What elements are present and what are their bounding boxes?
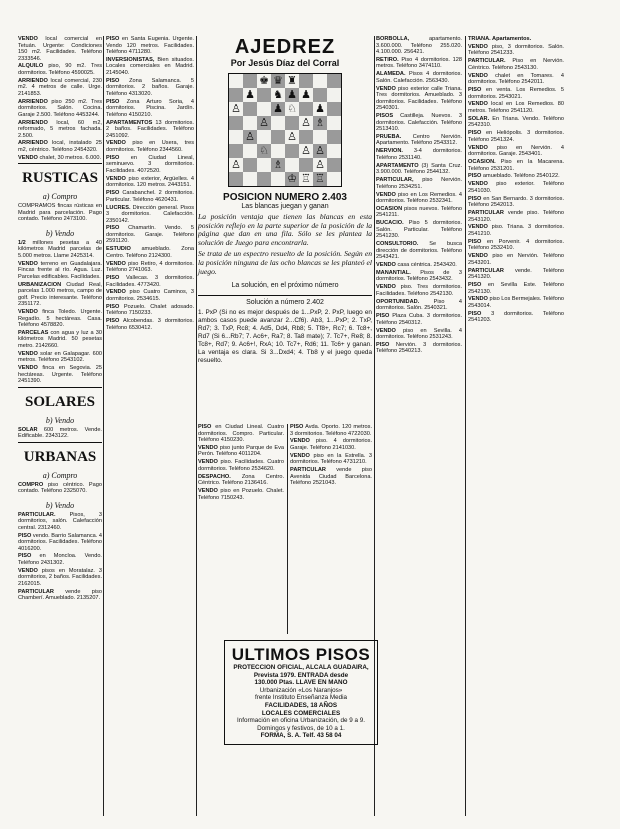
chess-square [313,88,327,102]
classified-ad: LUCRES. Dirección general. Pisos 3 dormitorios. Calefacción. 2350142. [106,204,194,224]
classified-ad: VENDO piso en Usera, tres dormitorios. Teléfono 2344560. [106,140,194,153]
classified-ad: PISO Zona Arturo Soria, 4 dormitorios. Piscina. Jardín. Teléfono 4150210. [106,98,194,118]
classifieds-list [198,424,284,501]
chess-piece: ♞ [273,88,283,101]
classifieds-lower-right [290,424,372,488]
section-heading-urbanas: URBANAS [23,448,97,465]
classified-ad: VENDO pisos en Moratalaz. 3 dormitorios, 2 baños. Facilidades. 2162015. [18,567,102,587]
chess-square [313,74,327,88]
classified-ad: PISO Pozuelo. Chalet adosado. Teléfono 7150233. [106,303,194,317]
chess-square [327,102,341,116]
turn-label: Las blancas juegan y ganan [241,203,329,210]
ad-line: LOCALES COMERCIALES [261,709,341,717]
classified-ad: PISO Nervión. 3 dormitorios. Teléfono 2540213. [376,341,462,355]
ad-line: FORMA, S. A. Telf. 43 58 04 [260,732,342,740]
subheading-compro: a) Compro [42,470,78,480]
chess-author: Por Jesús Díaz del Corral [230,58,340,68]
classified-ad: VENDO piso en Nervión. Teléfono 2543201. [468,253,564,266]
position-label: POSICION NUMERO 2.403 [223,192,347,203]
chess-piece: ♟ [287,88,297,101]
chess-board [228,73,342,187]
classified-ad: VENDO piso exterior. Teléfono 2541030. [468,181,564,194]
classifieds-list [18,427,102,440]
classified-ad: URBANIZACION Ciudad Real, parcelas 1.000 metros, campo de golf. Precio interesante. Teléfono 2351172. [18,281,102,308]
classified-ad: DESPACHO. Zona Centro. Céntrico. Teléfono 2136416. [198,473,284,487]
classified-ad: VENDO casa céntrica. 2543420. [376,262,457,269]
chess-piece: ♙ [315,158,325,171]
classified-ad: VENDO chalet en Tomares. 4 dormitorios. Teléfono 2542011. [468,72,564,86]
classified-ad: COMPRAMOS fincas rústicas en Madrid para parcelación. Pago contado. Teléfono 2473100. [18,203,102,223]
chess-square [299,158,313,172]
classified-ad: PARTICULAR. Piso en Nervión. Céntrico. Teléfono 2543130. [468,58,564,71]
classified-ad: VENDO piso Cuatro Caminos, 3 dormitorios. 2534615. [106,289,194,302]
classified-ad: APARTAMENTO (3) Santa Cruz. 3.900.000. Teléfono 2544132. [376,162,462,176]
classified-ad: ARRIENDO piso 250 m2. Tres dormitorios. Salón. Cocina. Garaje 2.500. Teléfono 4453244. [18,98,102,118]
subheading-vendo: b) Vendo [45,415,75,425]
section-heading-rusticas: RUSTICAS [22,170,98,187]
chess-intro-2: Se trata de un espectro resuelto de la posición. Según en la posición ninguna de las ocho blancas se les planteó el juego. [198,249,372,276]
classified-ad: PARTICULAR, piso Nervión. Teléfono 2534251. [376,177,462,190]
chess-piece: ♙ [231,102,241,115]
subheading-compro: a) Compro [42,192,78,202]
solution-title: Solución a número 2.402 [246,299,324,307]
chess-square [271,116,285,130]
classified-ad: RETIRO. Piso 4 dormitorios. 128 metros. Teléfono 3474110. [376,56,462,70]
classified-ad: ARRIENDO local comercial, 230 m2. 4 metros de calle. Urge. 2141853. [18,77,102,97]
classified-ad: NERVION. 3-4 dormitorios. Teléfono 2531140. [376,148,462,161]
divider [198,295,372,296]
column-divider [465,36,466,816]
chess-piece: ♙ [231,158,241,171]
classifieds-column-2 [106,36,194,333]
divider [18,442,102,443]
chess-piece: ♙ [259,116,269,129]
column-divider [287,424,288,634]
ultimos-pisos-ad [224,640,378,745]
chess-piece: ♖ [301,172,311,185]
subheading-vendo: b) Vendo [45,500,75,510]
chess-piece: ♟ [273,102,283,115]
chess-square [243,102,257,116]
classified-ad: VENDO piso. Tres dormitorios. Facilidades. Teléfono 2542130. [376,284,462,297]
classified-ad: PISO 3 dormitorios. Teléfono 2541203. [468,310,564,324]
chess-square [271,130,285,144]
chess-square [327,116,341,130]
chess-square [257,88,271,102]
chess-square [229,74,243,88]
classified-ad: OPORTUNIDAD. Piso 4 dormitorios. Salón. 2540321. [376,298,462,312]
classified-ad: PISO en Ciudad Lineal. Cuatro dormitorios. Compro. Particular. Teléfono 4150230. [198,424,284,443]
chess-square [229,88,243,102]
classified-ad: PISO en Porvenir. 4 dormitorios. Teléfono 2532410. [468,238,564,252]
chess-section [198,36,372,365]
classified-ad: PISOS Castilleja. Nuevos. 3 dormitorios. Calefacción. Teléfono 2513410. [376,113,462,133]
classifieds-list [18,482,102,495]
classified-ad: VENDO piso en Nervión. 4 dormitorios. Garaje. 2543401. [468,144,564,158]
ad-line: PROTECCION OFICIAL, ALCALA GUADAIRA, Prevista 1979. ENTRADA desde [233,664,369,679]
chess-piece: ♙ [301,144,311,157]
classified-ad: VENDO piso Los Bermejales. Teléfono 2543014. [468,296,564,309]
chess-square [327,88,341,102]
chess-title: AJEDREZ [234,36,336,58]
classified-ad: OCASION pisos nuevos. Teléfono 2541211. [376,205,462,219]
column-divider [103,36,104,816]
classified-ad: OCASION. Piso en la Macarena. Teléfono 2531201. [468,159,564,172]
classified-ad: COMPRO piso céntrico. Pago contado. Teléfono 2325070. [18,481,102,495]
classified-ad: PISO Chamartín. Vendo. 5 dormitorios. Garaje. Teléfono 2591120. [106,225,194,245]
classified-ad: SOLAR. En Triana. Vendo. Teléfono 2542310. [468,115,564,129]
classified-ad [468,36,564,43]
divider [18,387,102,388]
classified-ad: VENDO finca en Segovia. 25 hectáreas. Urgente. Teléfono 2451390. [18,365,102,385]
chess-square [257,158,271,172]
classified-ad: VENDO solar en Galapagar. 600 metros. Teléfono 2543102. [18,350,102,364]
classified-ad: ALQUILO piso, 90 m2. Tres dormitorios. Teléfono 4590025. [18,63,102,76]
chess-square [257,172,271,186]
classified-ad: VENDO piso. Facilidades. Cuatro dormitorios. Teléfono 2534620. [198,459,284,472]
classified-ad: VENDO piso en Sevilla. 4 dormitorios. Teléfono 2531243. [376,327,462,341]
ad-line: 130.000 Ptas. LLAVE EN MANO [254,679,348,687]
ad-line: Información en oficina Urbanización, de 9 a 9. Domingos y festivos, de 10 a 1. [236,717,366,732]
classified-ad: VENDO piso en Pozuelo. Chalet. Teléfono 7150243. [198,488,284,501]
chess-square [229,144,243,158]
classified-ad: PARTICULAR vende piso Avenida Ciudad Barcelona. Teléfono 2521043. [290,467,372,487]
classified-ad: VENDO finca Toledo. Urgente. Regadío. 5 hectáreas. Casa. Teléfono 4578820. [18,309,102,329]
chess-piece: ♙ [287,130,297,143]
column-heading: TRIANA. Apartamentos. [468,36,532,42]
chess-square [327,172,341,186]
chess-square [299,130,313,144]
classifieds-list [18,240,102,385]
ad-line: frente Instituto Enseñanza Media [254,694,348,702]
chess-piece: ♖ [315,172,325,185]
chess-square [229,130,243,144]
classified-ad: PISO en Santa Eugenia. Urgente. Vendo 120 metros. Facilidades. Teléfono 4711280. [106,36,194,55]
chess-piece: ♟ [245,88,255,101]
chess-square [271,172,285,186]
chess-piece: ♟ [315,102,325,115]
ad-body [228,664,374,740]
classified-ad: SOLAR 600 metros. Vende. Edificable. 2343122. [18,426,102,440]
classified-ad: PISO en Sevilla Este. Teléfono 2542130. [468,282,564,295]
classifieds-column-5 [376,36,462,356]
divider [18,163,102,164]
chess-piece: ♙ [301,116,311,129]
classified-ad: VENDO piso junto Parque de Eva Perón. Teléfono 4011204. [198,444,284,458]
classifieds-list [376,36,462,355]
classifieds-list [468,44,564,324]
classified-ad: INVERSIONISTAS, Bien situados. Locales comerciales en Madrid. 2145040. [106,56,194,76]
classified-ad: PARTICULAR. Pisos, 3 dormitorios, salón. Calefacción central. 2312460. [18,511,102,531]
classifieds-list [18,512,102,602]
classified-ad: VENDO terreno en Guadalajara. Fincas frente al río. Agua. Luz. Parcelas edificables. Facilidades. [18,260,102,280]
solution-text: 1. PxP (Si no es mejor después de 1...PxP, 2. PxP, luego en ambos casos puede avanzar 2...Cf6). Ab3, 1...PxP; 2. TxP, Rd7; 3. TxP, Rc8; 4. Ad5, Dd4, Rb8; 5. Tf8+, Rc7; 6. Tc8+, Rd7 (Si 6...Rb7; 7. Ac6+, Ra7; 8. Ta8 mate); 7. Tc7+, Re8; 8. Tc8+, Rd7; 9. Ac6+!, RxA; 10. Tc7+, Rd6; 11. Tc6+ y ganan. La ventaja es clara. Si 3...Dxd4; 4. Tb8 y el juego queda resuelto. [198,309,372,365]
classified-ad: PISO en Ciudad Lineal, seminuevo. 3 dormitorios. Facilidades. 4072520. [106,154,194,174]
classified-ad: VENDO local comercial en Tetuán. Urgente: Condiciones 150 m2. Facilidades. Teléfono 2333546. [18,36,102,62]
classified-ad: PISO Vallecas. 3 dormitorios. Facilidades. 4773420. [106,275,194,288]
chess-piece: ♚ [259,74,269,87]
chess-square [243,158,257,172]
chess-piece: ♙ [245,130,255,143]
chess-piece: ♗ [315,116,325,129]
chess-square [243,116,257,130]
classified-ad: PISO vendo. Barrio Salamanca. 4 dormitorios. Facilidades. Teléfono 4016200. [18,532,102,552]
classified-ad: APARTAMENTOS 13 dormitorios. 2 baños. Facilidades. Teléfono 2451092. [106,119,194,139]
classified-ad: PRUEBA. Centro Nervión. Apartamento. Teléfono 2543312. [376,133,462,147]
classified-ad: PARTICULAR vende piso Chamberí. Amueblado. 2135207. [18,588,102,602]
classified-ad: PISO Alcobendas. 3 dormitorios. Teléfono 6530412. [106,318,194,331]
classified-ad: 1/2 millones pesetas a 40 kilómetros Madrid parcelas de 5.000 metros. Llame 2425314. [18,239,102,259]
ad-line: FACILIDADES, 18 AÑOS [264,701,338,709]
chess-piece: ♙ [315,144,325,157]
classified-ad: PARTICULAR vende. Teléfono 2541320. [468,267,564,281]
chess-piece: ♜ [287,74,297,87]
chess-square [313,130,327,144]
chess-square [285,144,299,158]
chess-square [327,144,341,158]
classified-ad: ESTUDIO amueblado. Zona Centro. Teléfono 2124300. [106,246,194,259]
ad-title: ULTIMOS PISOS [231,645,371,664]
chess-square [257,130,271,144]
classified-ad: VENDO local en Los Remedios. 80 metros. Teléfono 2541120. [468,101,564,114]
classified-ad: MANANTIAL. Pisos de 3 dormitorios. Teléfono 2543432. [376,269,462,283]
chess-square [229,116,243,130]
classifieds-list [18,36,102,161]
chess-square [327,130,341,144]
classified-ad: ARRIENDO local, 60 m2, reformado, 5 metros fachada. 2.500. [18,119,102,139]
classifieds-column-6 [468,36,564,325]
classified-ad: PISO en Heliópolis. 3 dormitorios. Teléfono 2541324. [468,130,564,143]
classified-ad: PISO en San Bernardo. 3 dormitorios. Teléfono 2542013. [468,195,564,209]
classified-ad: ARRIENDO local, instalado 25 m2, céntrico. Teléfono 2454320. [18,140,102,153]
chess-square [285,158,299,172]
classified-ad: BUCACIO. Piso 5 dormitorios. Salón. Particular. Teléfono 2541230. [376,220,462,240]
chess-piece: ♔ [287,172,297,185]
chess-square [285,116,299,130]
classified-ad: CONSULTORIO. Se busca dirección de dormitorios. Teléfono 2543421. [376,241,462,261]
classified-ad: VENDO piso, 3 dormitorios. Salón. Teléfono 2541233. [468,43,564,57]
classified-ad: PISO Carabanchel. 2 dormitorios. Particular. Teléfono 4620431. [106,190,194,203]
chess-piece: ♘ [287,102,297,115]
column-divider [196,36,197,816]
chess-square [299,102,313,116]
classified-ad: VENDO piso en la Estrella. 3 dormitorios. Teléfono 4731210. [290,452,372,466]
chess-square [243,172,257,186]
classified-ad: VENDO piso. 4 dormitorios. Garaje. Teléfono 2141030. [290,438,372,451]
classified-ad: VENDO chalet, 30 metros. 6.000. [18,154,102,161]
chess-square [243,74,257,88]
classified-ad: PARCELAS con agua y luz a 30 kilómetros Madrid. 50 pesetas metro. 2142660. [18,329,102,349]
classified-ad: PARTICULAR vende piso. Teléfono 2543120. [468,210,564,223]
chess-square [243,144,257,158]
classified-ad: VENDO piso exterior, Argüelles. 4 dormitorios. 120 metros. 2443151. [106,175,194,189]
chess-piece: ♘ [259,144,269,157]
chess-intro: La posición ventaja que tienen las blancas en esta posición reflejo en la parte superior de la posición de la página que dan en una fila. Sólo se les plantea la solución de Juego para encontrarla. [198,212,372,247]
classified-ad: VENDO piso. Triana. 3 dormitorios. 2541210. [468,224,564,237]
classified-ad: PISO Zona Salamanca. 5 dormitorios. 2 baños. Garaje. Teléfono 4313020. [106,77,194,97]
chess-square [271,144,285,158]
classifieds-column-1 [18,36,102,603]
chess-square [299,74,313,88]
classified-ad: PISO Plaza Cuba. 3 dormitorios. Teléfono 2540312. [376,313,462,326]
classified-ad: PISO en Moncloa. Vendo. Teléfono 2431302. [18,553,102,566]
classifieds-lower-left [198,424,284,502]
classifieds-list [106,36,194,331]
classified-ad: VENDO piso en Los Remedios. 4 dormitorios. Teléfono 2532341. [376,191,462,205]
classified-ad: VENDO piso exterior calle Triana. Tres dormitorios. Amueblado. 3 dormitorios. Facilidades. Teléfono 2540301. [376,85,462,112]
chess-square [257,102,271,116]
chess-square [327,74,341,88]
subheading-vendo: b) Vendo [45,228,75,238]
chess-piece: ♗ [273,158,283,171]
classified-ad: PISO Avda. Oporto. 120 metros. 3 dormitorios. Teléfono 4722030. [290,424,372,437]
section-heading-solares: SOLARES [24,393,96,410]
classified-ad: VENDO piso Retiro, 4 dormitorios. Teléfono 2741063. [106,260,194,274]
classifieds-list [290,424,372,487]
chess-square [327,158,341,172]
classified-ad: BORBOLLA, apartamento. 3.600.000. Teléfono 255.020. 4.100.000. 256421. [376,36,462,55]
classified-ad: PISO amueblado. Teléfono 2540122. [468,173,560,180]
solution-note: La solución, en el próximo número [231,282,339,290]
ad-line: Urbanización «Los Naranjos» [259,686,343,694]
chess-square [229,172,243,186]
classified-ad: PISO en venta. Los Remedios. 5 dormitorios. 2543021. [468,87,564,100]
classified-ad: ALAMEDA. Pisos 4 dormitorios. Salón. Calefacción. 2563430. [376,71,462,84]
chess-piece: ♟ [301,88,311,101]
chess-piece: ♛ [273,74,283,87]
